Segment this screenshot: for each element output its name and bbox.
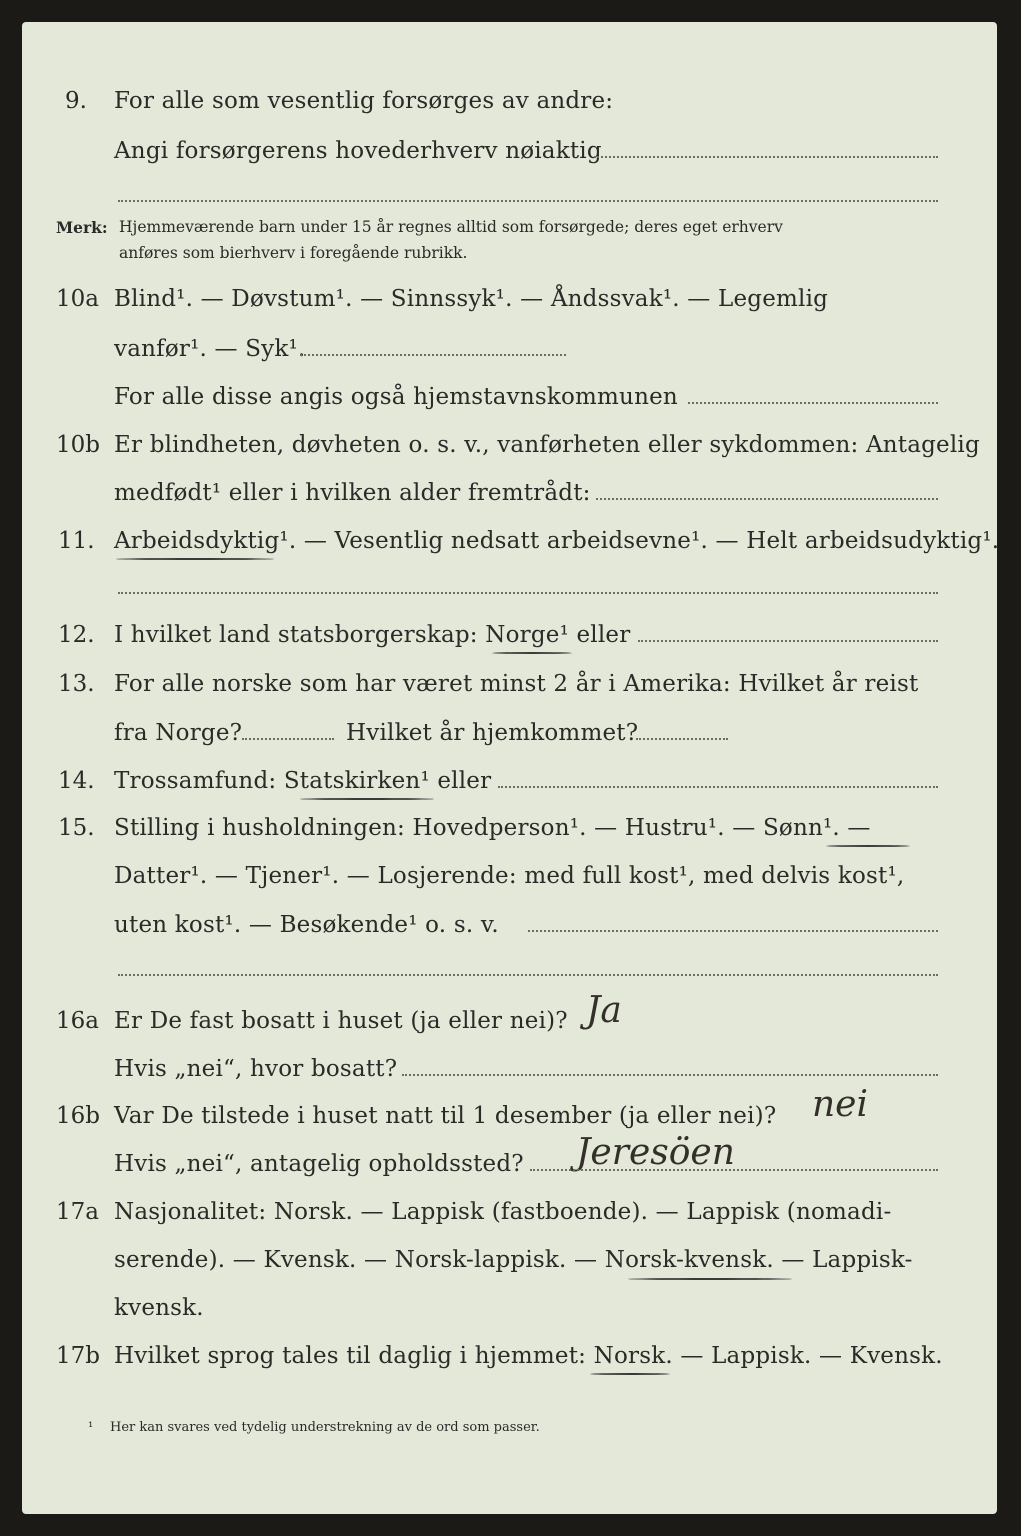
- q16b-line1: Var De tilstede i huset natt til 1 desember (ja eller nei)?: [114, 1103, 777, 1129]
- q17a-line3: kvensk.: [114, 1295, 204, 1321]
- q17a-handwritten-underline: [628, 1278, 792, 1280]
- q10a-line1: Blind¹. — Døvstum¹. — Sinnssyk¹. — Åndssvak¹. — Legemlig: [114, 286, 829, 312]
- q10a-line3: For alle disse angis også hjemstavnskommunen: [114, 384, 678, 410]
- footnote-text: Her kan svares ved tydelig understrekning av de ord som passer.: [110, 1420, 540, 1435]
- q16b-answer-line[interactable]: [530, 1169, 938, 1171]
- q10b-answer-line[interactable]: [596, 498, 938, 500]
- q15-line1: Stilling i husholdningen: Hovedperson¹. — Hustru¹. — Sønn¹. —: [114, 815, 871, 841]
- q16a-answer-line[interactable]: [402, 1074, 938, 1076]
- q9-line2: Angi forsørgerens hovederhverv nøiaktig: [114, 138, 602, 164]
- q13-line1: For alle norske som har været minst 2 år i Amerika: Hvilket år reist: [114, 671, 919, 697]
- q9-number: 9.: [65, 88, 87, 114]
- q15-extra-line[interactable]: [118, 974, 938, 976]
- q16b-line2: Hvis „nei“, antagelig opholdssted?: [114, 1151, 524, 1177]
- q16a-number: 16a: [56, 1008, 99, 1034]
- q14-number: 14.: [58, 768, 95, 794]
- q16a-handwritten-answer: Ja: [586, 990, 622, 1031]
- q11-line1: Arbeidsdyktig¹. — Vesentlig nedsatt arbeidsevne¹. — Helt arbeidsudyktig¹.: [114, 528, 1000, 554]
- q13-hjemkommet-line[interactable]: [636, 738, 728, 740]
- q10b-line1: Er blindheten, døvheten o. s. v., vanførheten eller sykdommen: Antagelig: [114, 432, 980, 458]
- q12-number: 12.: [58, 622, 95, 648]
- q14-line1: Trossamfund: Statskirken¹ eller: [114, 768, 492, 794]
- q16a-line1: Er De fast bosatt i huset (ja eller nei)?: [114, 1008, 568, 1034]
- q12-line1: I hvilket land statsborgerskap: Norge¹ eller: [114, 622, 631, 648]
- q10b-line2: medfødt¹ eller i hvilken alder fremtrådt:: [114, 480, 591, 506]
- q17b-number: 17b: [56, 1343, 100, 1369]
- q10b-number: 10b: [56, 432, 100, 458]
- q15-answer-line[interactable]: [528, 930, 938, 932]
- q10a-syk-line[interactable]: [300, 354, 566, 356]
- q16a-line2: Hvis „nei“, hvor bosatt?: [114, 1056, 398, 1082]
- q16b-number: 16b: [56, 1103, 100, 1129]
- q13-number: 13.: [58, 671, 95, 697]
- q12-handwritten-underline: [492, 652, 572, 654]
- q11-extra-line[interactable]: [118, 592, 938, 594]
- q17a-line2: serende). — Kvensk. — Norsk-lappisk. — Norsk-kvensk. — Lappisk-: [114, 1247, 913, 1273]
- q16b-handwritten-answer1: nei: [812, 1084, 869, 1125]
- merk-line1: Hjemmeværende barn under 15 år regnes alltid som forsørgede; deres eget erhverv: [119, 218, 783, 236]
- q15-number: 15.: [58, 815, 95, 841]
- q13-reist-line[interactable]: [242, 738, 334, 740]
- q9-answer-line[interactable]: [594, 156, 938, 158]
- q17b-line1: Hvilket sprog tales til daglig i hjemmet: Norsk. — Lappisk. — Kvensk.: [114, 1343, 943, 1369]
- q9-extra-line[interactable]: [118, 200, 938, 202]
- q15-line3: uten kost¹. — Besøkende¹ o. s. v.: [114, 912, 499, 938]
- q13-line2b: Hvilket år hjemkommet?: [346, 720, 639, 746]
- q14-answer-line[interactable]: [498, 786, 938, 788]
- q11-number: 11.: [58, 528, 95, 554]
- q13-line2a: fra Norge?: [114, 720, 243, 746]
- q9-line1: For alle som vesentlig forsørges av andre:: [114, 88, 614, 114]
- q17a-number: 17a: [56, 1199, 99, 1225]
- q10a-line2: vanfør¹. — Syk¹.: [114, 336, 306, 362]
- q15-line2: Datter¹. — Tjener¹. — Losjerende: med full kost¹, med delvis kost¹,: [114, 863, 905, 889]
- merk-line2: anføres som bierhverv i foregående rubrikk.: [119, 244, 468, 262]
- q11-handwritten-underline: [116, 558, 274, 560]
- q14-handwritten-underline: [300, 798, 434, 800]
- q17a-line1: Nasjonalitet: Norsk. — Lappisk (fastboende). — Lappisk (nomadi-: [114, 1199, 892, 1225]
- q17b-handwritten-underline: [590, 1373, 670, 1375]
- q10a-answer-line[interactable]: [688, 402, 938, 404]
- q15-handwritten-underline: [826, 845, 910, 847]
- q16b-handwritten-answer2: Jeresöen: [576, 1132, 735, 1173]
- q10a-number: 10a: [56, 286, 99, 312]
- footnote-mark: ¹: [88, 1420, 94, 1435]
- merk-label: Merk:: [56, 218, 108, 237]
- q12-answer-line[interactable]: [638, 640, 938, 642]
